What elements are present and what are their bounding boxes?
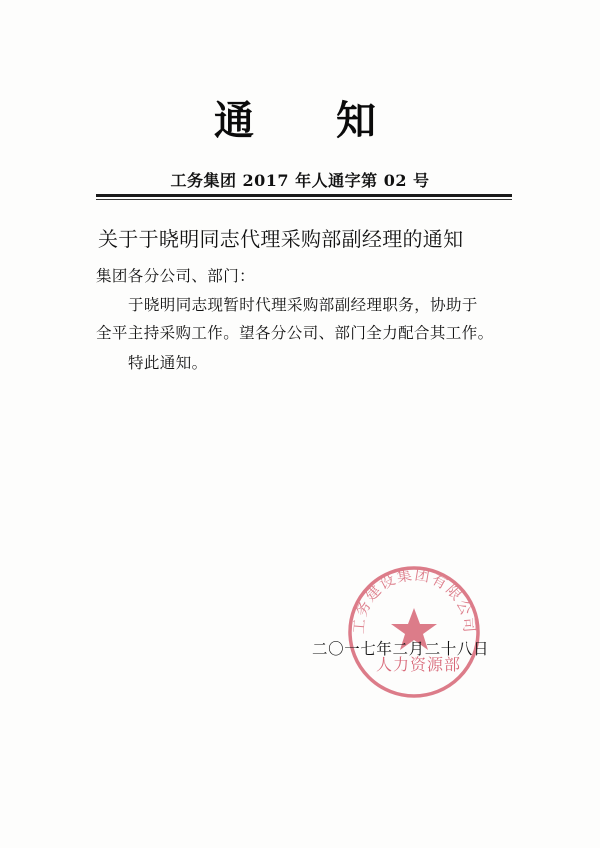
seal-department: 人力资源部 [376, 655, 462, 674]
issue-date: 二〇一七年二月二十八日 [312, 640, 490, 658]
header-divider-thin [96, 199, 512, 200]
notice-paragraph-line-2: 全平主持采购工作。望各分公司、部门全力配合其工作。 [96, 324, 494, 342]
notice-paragraph-line-1: 于晓明同志现暂时代理采购部副经理职务，协助于 [128, 296, 478, 314]
official-seal [344, 562, 484, 702]
title-char-2: 知 [336, 97, 376, 144]
notice-closing: 特此通知。 [128, 354, 208, 372]
notice-heading: 关于于晓明同志代理采购部副经理的通知 [98, 227, 464, 251]
title-char-1: 通 [214, 97, 254, 144]
header-divider-thick [96, 194, 512, 197]
document-title [0, 96, 600, 146]
notice-salutation: 集团各分公司、部门： [96, 267, 256, 285]
seal-org-text: 工务建设集团有限公司 [349, 565, 479, 635]
document-number: 工务集团 2017 年人通字第 02 号 [170, 171, 430, 190]
